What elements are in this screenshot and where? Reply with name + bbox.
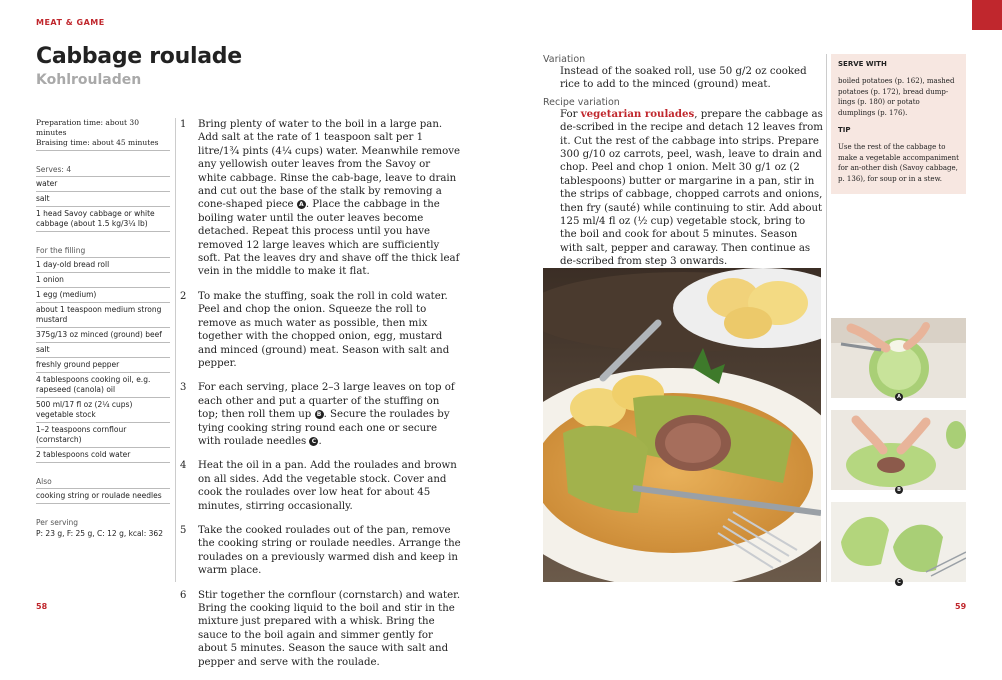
variation-text: Instead of the soaked roll, use 50 g/2 oz cooked rice to add to the minced (ground) meat. <box>560 66 807 91</box>
per-serving-label: Per serving <box>36 518 78 527</box>
step-text <box>198 381 462 448</box>
step <box>180 381 462 448</box>
filling-item: 1 day-old bread roll <box>36 258 170 273</box>
step-text-part: For each serving, place 2–3 large leaves on top of each other and put a quarter of the stuffing on top; then roll them up <box>198 382 455 421</box>
recipe-variation-pre: For <box>560 108 581 120</box>
filling-item: 1 onion <box>36 273 170 288</box>
recipe-variation-text <box>560 108 823 269</box>
prep-time: Preparation time: about 30 minutes <box>36 118 139 137</box>
time-block <box>36 118 170 151</box>
method-steps <box>180 118 462 680</box>
marker-c-icon: C <box>309 437 318 446</box>
step-text: Stir together the cornflour (cornstarch) and water. Bring the cooking liquid to the boil and stir in the mixture just prepared with a whisk. Bring the sauce to the boil again and simmer gently for about 5 minutes. Season the sauce with salt and pepper and serve with the roulade. <box>198 589 461 668</box>
step-text-part: Bring plenty of water to the boil in a large pan. Add salt at the rate of 1 teaspoon salt per 1 litre/1¾ pints (4¼ cups) water. Meanwhile remove any yellowish outer leaves from the Savoy or white cabbage. Rinse the cab-bage, leave to drain and cut out the base of the stalk by removing a cone-shaped piece <box>198 119 461 211</box>
filling-label: For the filling <box>36 246 170 258</box>
filling-list <box>36 258 170 463</box>
page-number-left: 58 <box>36 602 48 611</box>
filling-item: 1–2 teaspoons cornflour (cornstarch) <box>36 423 170 448</box>
filling-item: 500 ml/17 fl oz (2¹⁄₄ cups) vegetable stock <box>36 398 170 423</box>
step-number: 1 <box>180 119 187 130</box>
step-number: 3 <box>180 382 187 394</box>
variation-block <box>543 54 823 269</box>
section-label: MEAT & GAME <box>36 18 105 27</box>
step-text-part: . <box>318 435 322 447</box>
photo-marker-c-icon: C <box>895 578 903 586</box>
step-photo-c <box>831 502 966 582</box>
also-item: cooking string or roulade needles <box>36 489 170 504</box>
step-photo-b <box>831 410 966 490</box>
step-text <box>198 118 462 279</box>
step-number: 6 <box>180 589 187 601</box>
marker-b-icon: B <box>315 410 324 419</box>
step-number: 4 <box>180 460 187 472</box>
variation-label: Variation <box>543 54 586 65</box>
recipe-variation-highlight: vegetarian roulades <box>580 107 695 120</box>
tip-label: TIP <box>838 126 851 134</box>
step-photo-a <box>831 318 966 398</box>
marker-a-icon: A <box>297 200 306 209</box>
tip-text: Use the rest of the cabbage to make a vegetable accompaniment for an-other dish (Savoy cabbage, p. 136), for soup or in a stew. <box>838 143 959 183</box>
step-text: Take the cooked roulades out of the pan, remove the cooking string or roulade needles. Arrange the roulades on a previously warmed dish and keep in warm place. <box>198 524 461 577</box>
ingredient-item: water <box>36 177 170 192</box>
recipe-subtitle: Kohlrouladen <box>36 72 142 88</box>
step-text: To make the stuffing, soak the roll in cold water. Peel and chop the onion. Squeeze the roll to remove as much water as possible, then mix together with the chopped onion, egg, mustard and minced (ground) meat. Season with salt and pepper. <box>198 290 450 369</box>
serves-label: Serves: 4 <box>36 165 170 177</box>
step-text: Heat the oil in a pan. Add the roulades and brown on all sides. Add the vegetable stock. Cover and cook the roulades over low heat for about 45 minutes, stirring occasionally. <box>198 460 457 512</box>
step <box>180 524 462 578</box>
photo-marker-b-icon: B <box>895 486 903 494</box>
ingredient-list <box>36 177 170 232</box>
step-text-part: . Place the cabbage in the boiling water until the outer leaves become detached. Repeat this process until you have removed 12 large leaves which are sufficiently soft. Pat the leaves dry and shave off the thick leaf vein in the middle to make it flat. <box>198 199 460 278</box>
step <box>180 459 462 513</box>
ingredient-item: 1 head Savoy cabbage or white cabbage (about 1.5 kg/3¹⁄₄ lb) <box>36 207 170 232</box>
recipe-variation-label: Recipe variation <box>543 96 620 108</box>
step <box>180 118 462 279</box>
roulade-photo <box>543 268 821 582</box>
filling-item: 2 tablespoons cold water <box>36 448 170 463</box>
step <box>180 589 462 669</box>
per-serving-values: P: 23 g, F: 25 g, C: 12 g, kcal: 362 <box>36 529 163 538</box>
serve-with-text: boiled potatoes (p. 162), mashed potatoes (p. 172), bread dump-lings (p. 180) or potato dumplings (p. 176). <box>838 77 955 117</box>
photo-marker-a-icon: A <box>895 393 903 401</box>
filling-item: 375g/13 oz minced (ground) beef <box>36 328 170 343</box>
also-label: Also <box>36 477 170 489</box>
recipe-title: Cabbage roulade <box>36 44 242 69</box>
filling-item: freshly ground pepper <box>36 358 170 373</box>
right-column-divider <box>826 54 827 582</box>
step-number: 5 <box>180 524 187 536</box>
step <box>180 290 462 370</box>
braise-time: Braising time: about 45 minutes <box>36 138 159 147</box>
filling-item: salt <box>36 343 170 358</box>
step-text-part: . Secure the roulades by tying cooking string round each one or secure with roulade needles <box>198 409 450 447</box>
filling-item: 4 tablespoons cooking oil, e.g. rapeseed (canola) oil <box>36 373 170 398</box>
info-box <box>831 54 966 194</box>
recipe-variation-body: , prepare the cabbage as de-scribed in the recipe and detach 12 leaves from it. Cut the rest of the cabbage into strips. Prepare 300 g/10 oz carrots, peel, wash, leave to drain and chop. Peel and chop 1 onion. Melt 30 g/1 oz (2 tablespoons) butter or margarine in a pan, stir in the strips of cabbage, chopped carrots and onions, then fry (sauté) while continuing to stir. Add about 125 ml/4 fl oz (½ cup) vegetable stock, bring to the boil and cook for about 5 minutes. Season with salt, pepper and caraway. Then continue as de-scribed from step 3 onwards. <box>560 108 823 268</box>
step-number: 2 <box>180 290 187 302</box>
ingredients-sidebar <box>36 118 170 538</box>
chapter-tab <box>972 0 1002 30</box>
column-divider <box>175 118 176 582</box>
serve-with-label: SERVE WITH <box>838 60 887 68</box>
ingredient-item: salt <box>36 192 170 207</box>
filling-item: 1 egg (medium) <box>36 288 170 303</box>
page-number-right: 59 <box>955 602 967 611</box>
filling-item: about 1 teaspoon medium strong mustard <box>36 303 170 328</box>
